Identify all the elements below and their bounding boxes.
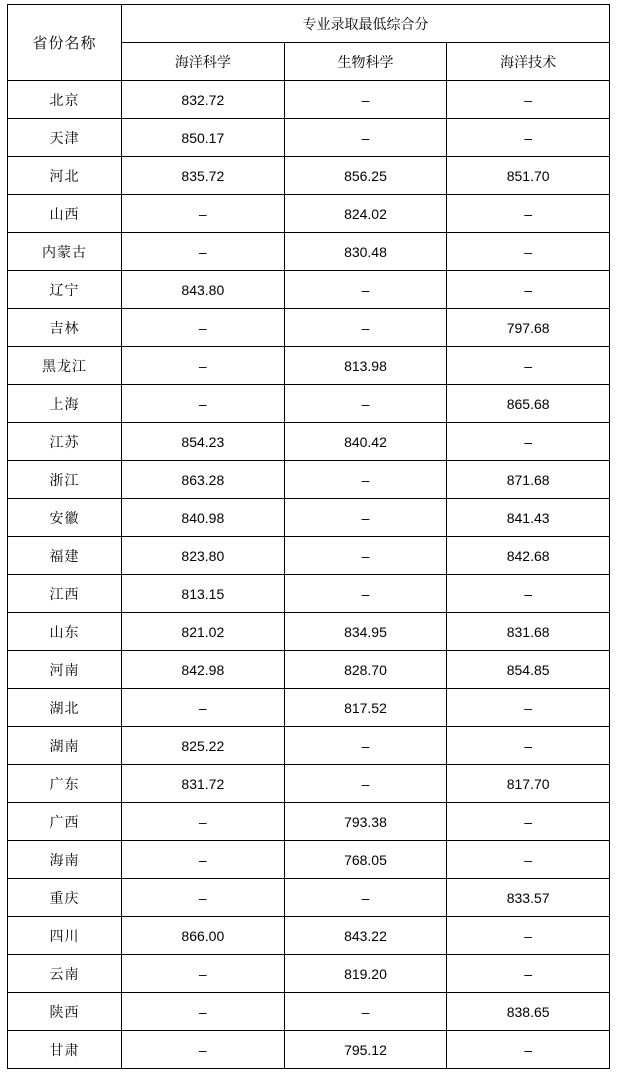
score-cell: 817.52 [284,689,447,727]
score-cell: 854.23 [122,423,285,461]
score-cell: 813.15 [122,575,285,613]
score-cell: – [122,309,285,347]
column-header-major-2: 海洋技术 [447,43,610,81]
score-cell: 830.48 [284,233,447,271]
score-cell: 850.17 [122,119,285,157]
province-name: 广西 [8,803,122,841]
admission-score-table [7,4,610,1069]
score-cell: – [122,1031,285,1069]
score-cell: – [122,879,285,917]
score-cell: – [284,385,447,423]
table-row [8,841,610,879]
province-name: 甘肃 [8,1031,122,1069]
score-cell: 841.43 [447,499,610,537]
score-cell: 840.98 [122,499,285,537]
table-row [8,955,610,993]
province-name: 湖南 [8,727,122,765]
score-cell: 833.57 [447,879,610,917]
table-row [8,993,610,1031]
table-row [8,765,610,803]
score-cell: 832.72 [122,81,285,119]
score-cell: – [447,347,610,385]
score-cell: 828.70 [284,651,447,689]
province-name: 广东 [8,765,122,803]
column-header-group-min-score: 专业录取最低综合分 [122,5,610,43]
table-row [8,271,610,309]
score-cell: 838.65 [447,993,610,1031]
province-name: 江苏 [8,423,122,461]
score-cell: – [447,423,610,461]
province-name: 福建 [8,537,122,575]
score-cell: 851.70 [447,157,610,195]
province-name: 云南 [8,955,122,993]
table-row [8,575,610,613]
score-cell: – [284,271,447,309]
score-cell: – [447,1031,610,1069]
score-cell: 842.98 [122,651,285,689]
province-name: 重庆 [8,879,122,917]
score-cell: 817.70 [447,765,610,803]
score-cell: – [122,841,285,879]
table-row [8,727,610,765]
score-cell: – [122,993,285,1031]
score-cell: – [447,917,610,955]
score-cell: 871.68 [447,461,610,499]
score-cell: 813.98 [284,347,447,385]
table-row [8,499,610,537]
province-name: 辽宁 [8,271,122,309]
province-name: 湖北 [8,689,122,727]
score-cell: – [122,233,285,271]
province-name: 海南 [8,841,122,879]
score-cell: 823.80 [122,537,285,575]
score-cell: – [284,879,447,917]
province-name: 山东 [8,613,122,651]
table-row [8,233,610,271]
province-name: 安徽 [8,499,122,537]
score-cell: – [447,803,610,841]
score-cell: 819.20 [284,955,447,993]
score-cell: 843.22 [284,917,447,955]
table-header [8,5,610,81]
score-cell: 797.68 [447,309,610,347]
province-name: 陕西 [8,993,122,1031]
score-cell: 866.00 [122,917,285,955]
score-cell: 835.72 [122,157,285,195]
province-name: 黑龙江 [8,347,122,385]
table-row [8,119,610,157]
province-name: 北京 [8,81,122,119]
score-cell: 793.38 [284,803,447,841]
table-row [8,309,610,347]
score-cell: – [447,727,610,765]
score-cell: 821.02 [122,613,285,651]
score-cell: – [122,195,285,233]
table-row [8,81,610,119]
column-header-major-0: 海洋科学 [122,43,285,81]
score-cell: – [284,119,447,157]
score-cell: 795.12 [284,1031,447,1069]
score-cell: – [122,385,285,423]
column-header-province: 省份名称 [8,5,122,81]
score-cell: – [447,81,610,119]
score-cell: – [447,689,610,727]
score-cell: 854.85 [447,651,610,689]
score-cell: 840.42 [284,423,447,461]
province-name: 河南 [8,651,122,689]
province-name: 河北 [8,157,122,195]
score-cell: 863.28 [122,461,285,499]
table-row [8,613,610,651]
score-cell: 843.80 [122,271,285,309]
score-cell: – [284,499,447,537]
table-row [8,651,610,689]
score-cell: 842.68 [447,537,610,575]
score-cell: – [284,575,447,613]
table-row [8,537,610,575]
table-body [8,81,610,1069]
table-row [8,385,610,423]
score-cell: – [447,233,610,271]
table-row [8,347,610,385]
province-name: 浙江 [8,461,122,499]
score-cell: 831.68 [447,613,610,651]
score-cell: – [284,993,447,1031]
score-cell: 856.25 [284,157,447,195]
score-cell: – [447,271,610,309]
table-row [8,423,610,461]
score-cell: 865.68 [447,385,610,423]
score-cell: 831.72 [122,765,285,803]
score-cell: – [447,119,610,157]
score-cell: – [447,841,610,879]
score-cell: 768.05 [284,841,447,879]
score-cell: – [284,461,447,499]
province-name: 上海 [8,385,122,423]
table-row [8,1031,610,1069]
province-name: 江西 [8,575,122,613]
score-cell: – [122,347,285,385]
score-cell: – [284,309,447,347]
province-name: 山西 [8,195,122,233]
table-row [8,803,610,841]
score-cell: – [284,765,447,803]
score-cell: – [122,955,285,993]
score-cell: 834.95 [284,613,447,651]
score-cell: – [122,803,285,841]
province-name: 天津 [8,119,122,157]
score-cell: – [284,81,447,119]
table-row [8,879,610,917]
score-cell: – [284,537,447,575]
score-cell: – [447,575,610,613]
table-row [8,157,610,195]
province-name: 四川 [8,917,122,955]
table-row [8,689,610,727]
score-cell: – [122,689,285,727]
table-row [8,917,610,955]
score-cell: 825.22 [122,727,285,765]
score-cell: – [447,195,610,233]
score-cell: – [284,727,447,765]
score-cell: – [447,955,610,993]
table-row [8,461,610,499]
province-name: 内蒙古 [8,233,122,271]
header-row-group [8,5,610,43]
score-cell: 824.02 [284,195,447,233]
document-page [0,4,617,1069]
table-row [8,195,610,233]
province-name: 吉林 [8,309,122,347]
column-header-major-1: 生物科学 [284,43,447,81]
